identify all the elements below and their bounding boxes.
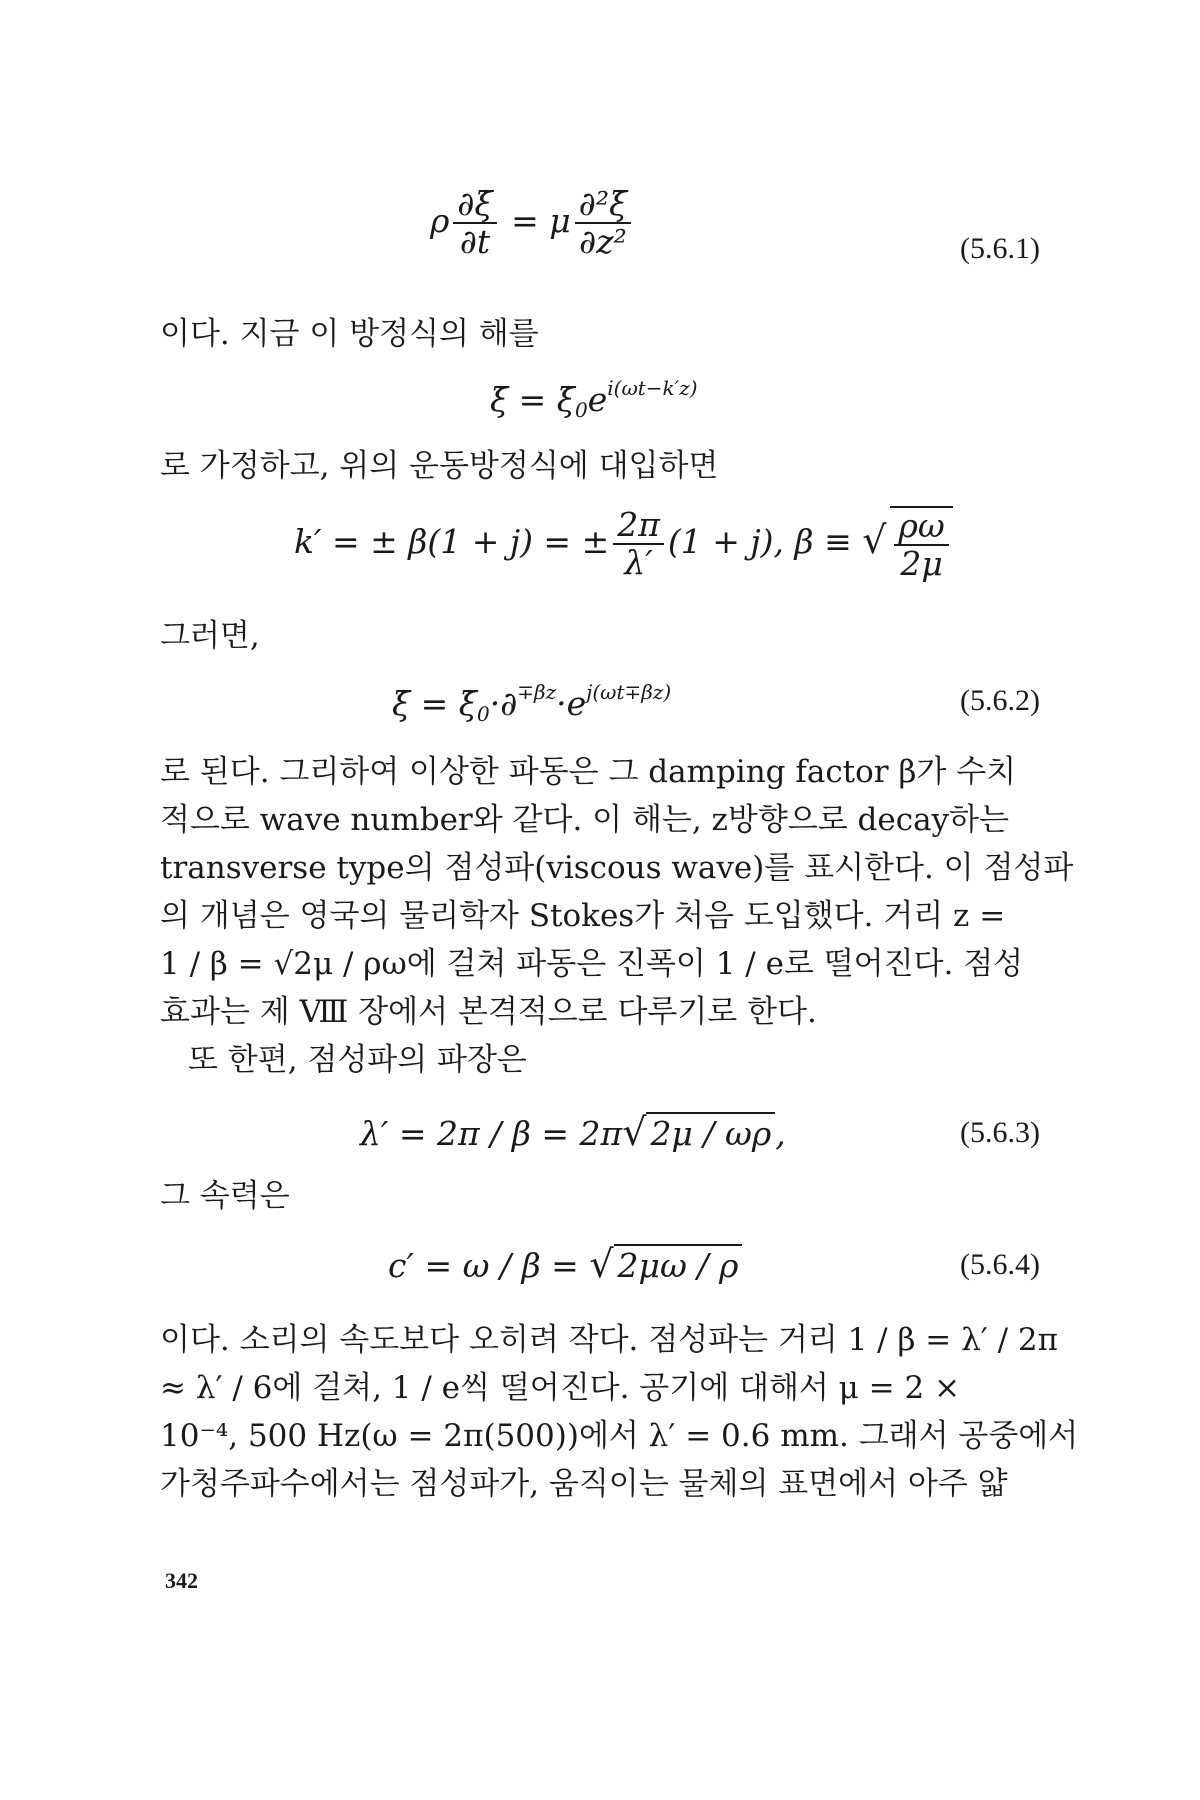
paragraph-line: 가청주파수에서는 점성파가, 움직이는 물체의 표면에서 아주 얇 [160, 1466, 1008, 1502]
paragraph-line: 이다. 소리의 속도보다 오히려 작다. 점성파는 거리 1 / β = λ′ / 2π [160, 1322, 1059, 1358]
fraction: $\frac{\partial\xi̇}{\partial t}$ [453, 186, 496, 260]
paragraph-line: ≈ λ′ / 6에 걸쳐, 1 / e씩 떨어진다. 공기에 대해서 μ = 2 × [160, 1370, 961, 1406]
paragraph-line: 효과는 제 Ⅷ 장에서 본격적으로 다루기로 한다. [160, 994, 817, 1030]
fraction: $\frac{2\pi}{\lambda'}$ [613, 507, 664, 581]
paragraph: 그 속력은 [160, 1178, 290, 1214]
equation-5-6-2: ξ̇ = $\xi̇_0\cdot\partial^{\mp\beta z}\cdot e^{j(\omega t\mp\beta z)}$ [392, 680, 672, 726]
equation-5-6-3: λ′ = 2π / β = 2π√ 2μ / ωρ , [360, 1110, 786, 1154]
equation-wavenumber: k′ = ± β(1 + j) = ± $\frac{2\pi}{\lambda'}$ (1 + j), β ≡ √ $\frac{\rho\omega}{2\mu}$ [294, 506, 957, 582]
equation-number: (5.6.3) [960, 1116, 1040, 1149]
paragraph-line: 적으로 wave number와 같다. 이 해는, z방향으로 decay하는 [160, 802, 1009, 838]
paragraph-line: 10⁻⁴, 500 Hz(ω = 2π(500))에서 λ′ = 0.6 mm. 그래서 공중에서 [160, 1418, 1079, 1454]
fraction: $\frac{\text{∂²ξ̇}}{\text{∂z²}}$ [575, 186, 631, 260]
paragraph: 그러면, [160, 618, 260, 654]
equation-5-6-1: ρ $\frac{\partial\xi̇}{\partial t}$ = μ $\frac{\text{∂²ξ̇}}{\text{∂z²}}$ [430, 186, 635, 260]
equation-number: (5.6.1) [960, 232, 1040, 265]
paragraph-line: 의 개념은 영국의 물리학자 Stokes가 처음 도입했다. 거리 z = [160, 898, 1006, 934]
page-number: 342 [165, 1568, 198, 1593]
paragraph-line: 또 한편, 점성파의 파장은 [188, 1042, 527, 1078]
paragraph-line: 1 / β = √2μ / ρω에 걸쳐 파동은 진폭이 1 / e로 떨어진다. 점성 [160, 946, 1024, 982]
paragraph: 로 가정하고, 위의 운동방정식에 대입하면 [160, 448, 719, 484]
paragraph-line: 로 된다. 그리하여 이상한 파동은 그 damping factor β가 수치 [160, 754, 1017, 790]
equation-number: (5.6.4) [960, 1248, 1040, 1281]
equation-trial-solution: ξ̇ = $\xi̇_0e^{i(\omega t-k'z)}$ [490, 376, 698, 422]
paragraph: 이다. 지금 이 방정식의 해를 [160, 316, 539, 352]
paragraph-line: transverse type의 점성파(viscous wave)를 표시한다. 이 점성파 [160, 850, 1074, 886]
equation-number: (5.6.2) [960, 684, 1040, 717]
equation-5-6-4: c′ = ω / β = √ 2μω / ρ [388, 1242, 742, 1286]
sqrt-fraction: $\frac{\rho\omega}{2\mu}$ [890, 506, 952, 582]
